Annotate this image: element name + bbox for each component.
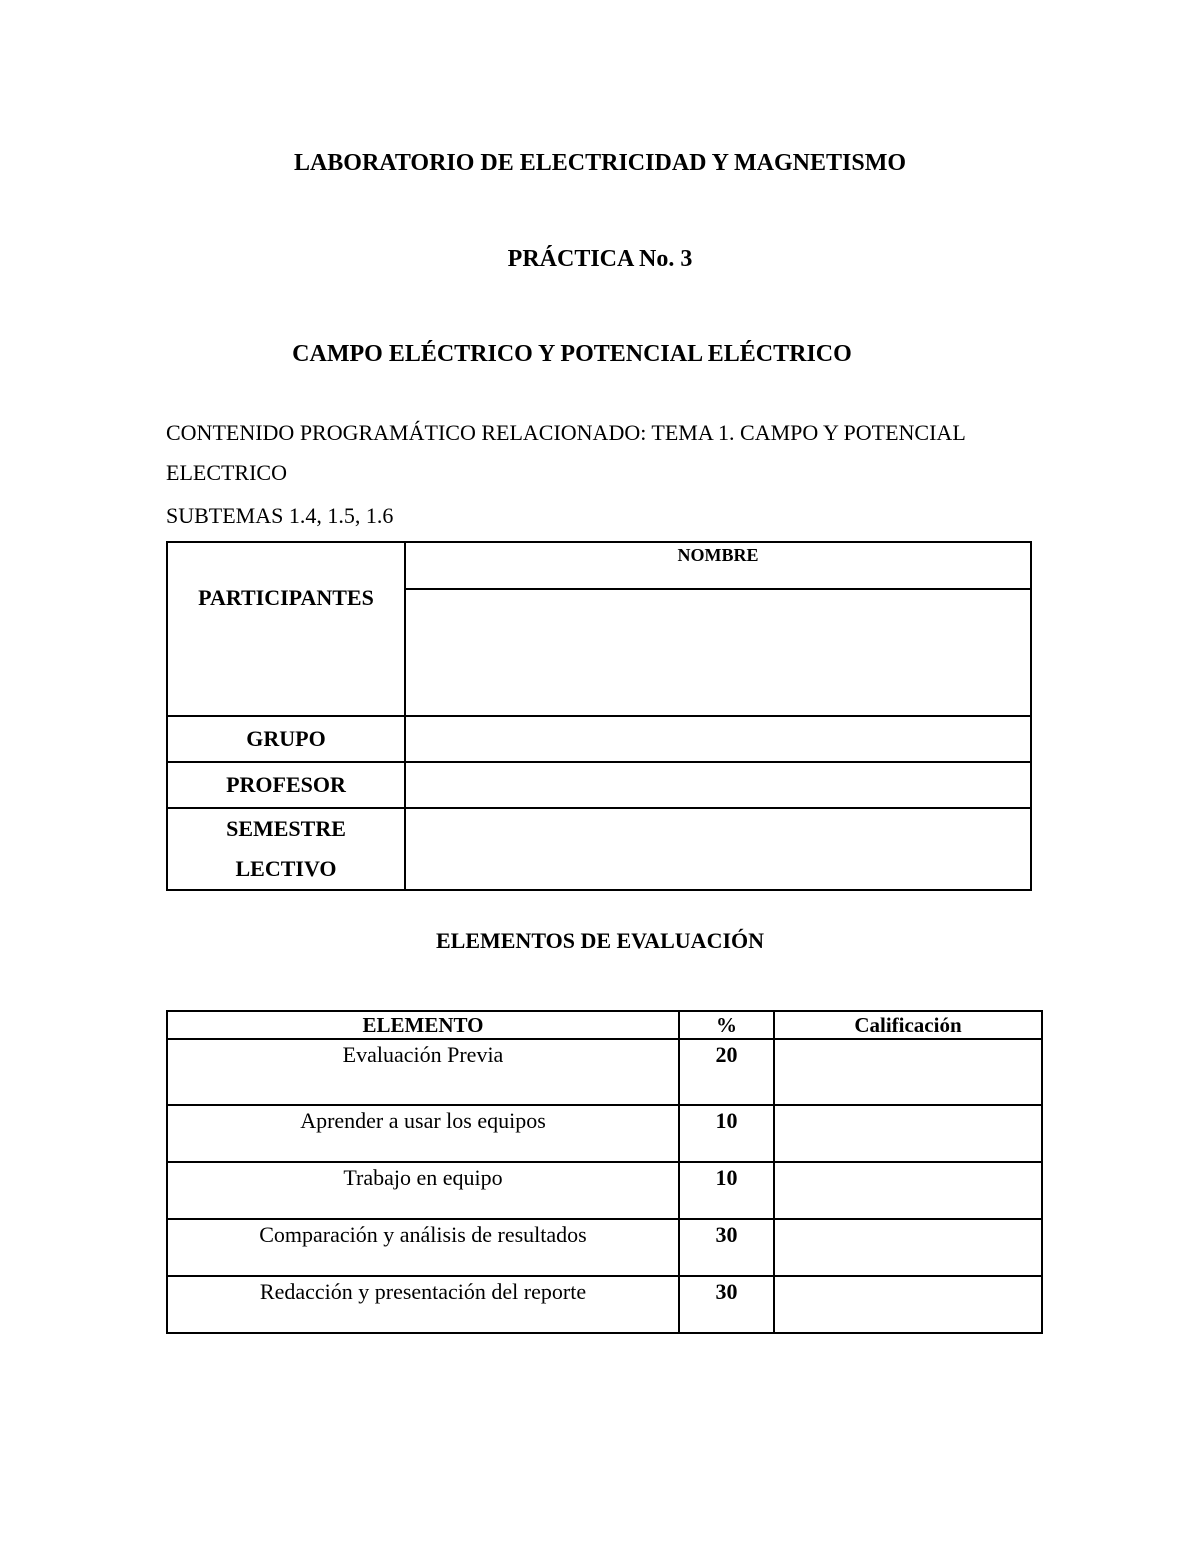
calificacion-field[interactable]: [774, 1039, 1042, 1105]
profesor-label-cell: [167, 762, 405, 808]
table-row: [167, 1276, 1042, 1333]
percent-cell: 10: [679, 1162, 774, 1219]
related-content-line: CONTENIDO PROGRAMÁTICO RELACIONADO: TEMA 1. CAMPO Y POTENCIAL: [166, 420, 966, 445]
calificacion-field[interactable]: [774, 1219, 1042, 1276]
profesor-label: PROFESOR: [226, 772, 346, 797]
practice-number: PRÁCTICA No. 3: [507, 246, 693, 272]
table-row: [167, 1219, 1042, 1276]
elemento-cell: Trabajo en equipo: [167, 1162, 679, 1219]
grupo-label: GRUPO: [246, 726, 326, 751]
participants-table: [166, 541, 1032, 891]
participantes-label: PARTICIPANTES: [198, 585, 374, 610]
semestre-field[interactable]: [405, 808, 1031, 890]
practice-name: CAMPO ELÉCTRICO Y POTENCIAL ELÉCTRICO: [292, 341, 852, 367]
elemento-header: ELEMENTO: [167, 1011, 679, 1039]
table-row: [167, 1105, 1042, 1162]
nombre-header: NOMBRE: [677, 545, 759, 565]
elemento-cell: Evaluación Previa: [167, 1039, 679, 1105]
elemento-cell: Aprender a usar los equipos: [167, 1105, 679, 1162]
participantes-label-cell: [167, 542, 405, 716]
semestre-label-cell: [167, 808, 405, 890]
percent-cell: 20: [679, 1039, 774, 1105]
calificacion-field[interactable]: [774, 1105, 1042, 1162]
profesor-field[interactable]: [405, 762, 1031, 808]
grupo-label-cell: [167, 716, 405, 762]
grupo-field[interactable]: [405, 716, 1031, 762]
percent-cell: 30: [679, 1276, 774, 1333]
calificacion-field[interactable]: [774, 1276, 1042, 1333]
percent-header: %: [679, 1011, 774, 1039]
participant-names-field[interactable]: [405, 589, 1031, 716]
nombre-header-cell: [405, 542, 1031, 589]
semestre-label-line2: LECTIVO: [235, 856, 337, 881]
related-content-line-continued: ELECTRICO: [166, 460, 287, 485]
semestre-label-line1: SEMESTRE: [226, 816, 346, 841]
elemento-cell: Comparación y análisis de resultados: [167, 1219, 679, 1276]
calificacion-field[interactable]: [774, 1162, 1042, 1219]
calificacion-header: Calificación: [774, 1011, 1042, 1039]
evaluation-heading: ELEMENTOS DE EVALUACIÓN: [435, 928, 765, 953]
elemento-cell: Redacción y presentación del reporte: [167, 1276, 679, 1333]
percent-cell: 10: [679, 1105, 774, 1162]
subtopics-line: SUBTEMAS 1.4, 1.5, 1.6: [166, 503, 394, 528]
table-row: [167, 1039, 1042, 1105]
table-row: [167, 1162, 1042, 1219]
evaluation-table: [166, 1010, 1043, 1334]
lab-title: LABORATORIO DE ELECTRICIDAD Y MAGNETISMO: [293, 150, 907, 176]
percent-cell: 30: [679, 1219, 774, 1276]
